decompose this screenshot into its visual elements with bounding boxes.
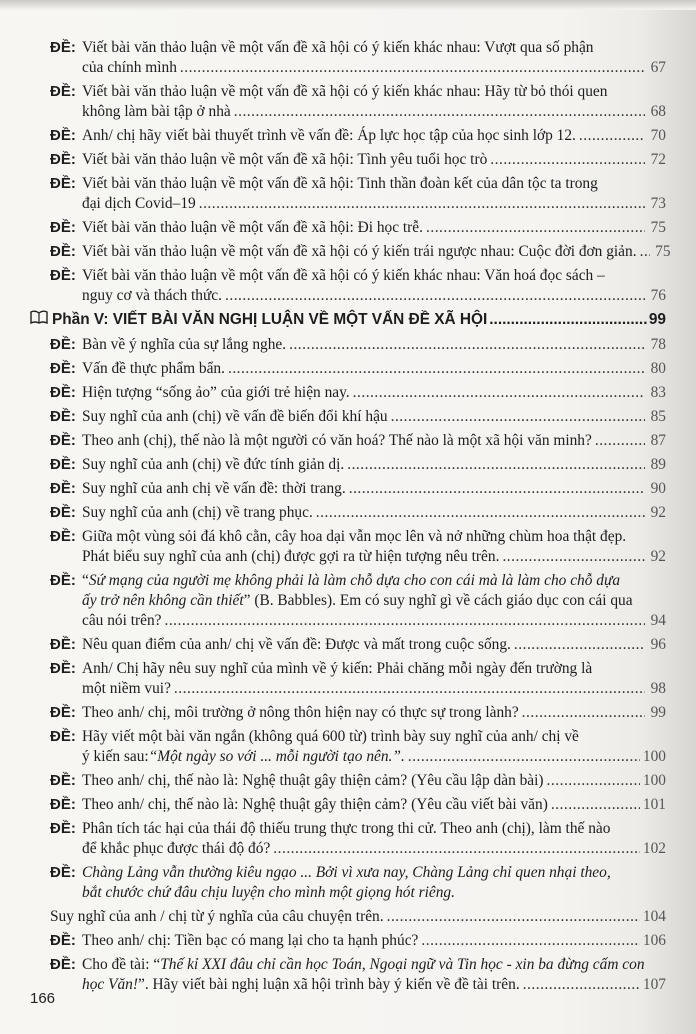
dot-leader	[347, 455, 645, 475]
toc-entry	[30, 863, 666, 903]
entry-body	[82, 150, 666, 170]
entry-page: 83	[650, 384, 666, 401]
entry-body	[82, 635, 666, 655]
dot-leader	[523, 975, 640, 995]
entry-label: ĐỀ:	[50, 432, 76, 449]
entry-label: ĐỀ:	[50, 127, 76, 144]
toc-entry	[30, 150, 666, 170]
entry-line	[82, 242, 671, 262]
entry-label: ĐỀ:	[50, 151, 76, 168]
toc-entry	[30, 955, 666, 995]
entry-line	[82, 795, 666, 815]
entry-page: 98	[650, 680, 666, 697]
entry-page: 72	[650, 151, 666, 168]
entry-line	[82, 727, 666, 747]
entry-body	[82, 266, 666, 306]
entry-label: ĐỀ:	[50, 772, 76, 789]
entry-body	[82, 955, 666, 995]
entry-line	[82, 659, 666, 679]
entry-page: 89	[650, 456, 666, 473]
entry-text: Theo anh (chị), thế nào là một người có văn hoá? Thế nào là một xã hội văn minh?	[82, 432, 592, 449]
entry-line	[82, 479, 666, 499]
entry-text: Giữa một vùng sỏi đá khô cằn, cây hoa dại vẫn mọc lên và nở những chùm hoa thật đẹp.	[82, 528, 627, 545]
dot-leader	[595, 431, 645, 451]
dot-leader	[349, 479, 645, 499]
dot-leader	[579, 126, 645, 146]
entry-body	[82, 931, 666, 951]
entry-text: Viết bài văn thảo luận về một vấn đề xã hội có ý kiến khác nhau: Hãy từ bỏ thói quen	[82, 83, 608, 100]
entry-page: 96	[650, 636, 666, 653]
toc-entry	[30, 571, 666, 631]
entry-label: ĐỀ:	[50, 384, 76, 401]
entry-body	[82, 571, 666, 631]
entry-line	[82, 611, 666, 631]
entry-line	[82, 931, 666, 951]
entry-text: Viết bài văn thảo luận về một vấn đề xã hội có ý kiến khác nhau: Vượt qua số phận	[82, 39, 594, 56]
toc-entry	[30, 931, 666, 951]
entry-text: Suy nghĩ của anh / chị từ ý nghĩa của câu chuyện trên.	[50, 908, 384, 925]
entry-page: 75	[650, 219, 666, 236]
entry-text: Theo anh/ chị, môi trường ở nông thôn hiện nay có thực sự trong lành?	[82, 704, 519, 721]
entry-text: Phân tích tác hại của thái độ thiếu trung thực trong thi cử. Theo anh (chị), làm thế nào	[82, 820, 611, 837]
entry-body	[82, 819, 666, 859]
entry-page: 106	[642, 932, 666, 949]
entry-line	[82, 455, 666, 475]
entry-page: 107	[642, 976, 666, 993]
dot-leader	[174, 679, 645, 699]
entry-page: 70	[650, 127, 666, 144]
entry-text: ấy trở nên không cần thiết	[82, 592, 244, 609]
dot-leader	[421, 931, 640, 951]
entry-label: ĐỀ:	[50, 932, 76, 949]
entry-text: “	[82, 572, 89, 589]
dot-leader	[199, 194, 645, 214]
toc-entry	[30, 479, 666, 499]
toc-entry	[30, 659, 666, 699]
dot-leader	[490, 150, 645, 170]
toc-entry	[30, 266, 666, 306]
entry-text: Vấn đề thực phẩm bẩn.	[82, 360, 225, 377]
entry-page: 85	[650, 408, 666, 425]
entry-text: Viết bài văn thảo luận về một vấn đề xã hội: Tình yêu tuổi học trò	[82, 151, 488, 168]
toc-entry	[30, 359, 666, 379]
dot-leader	[391, 407, 645, 427]
entry-line	[82, 839, 666, 859]
entry-text: đại dịch Covid–19	[82, 195, 196, 212]
entry-label: ĐỀ:	[50, 572, 76, 589]
entry-page: 80	[650, 360, 666, 377]
toc-entry	[30, 703, 666, 723]
entry-label: ĐỀ:	[50, 175, 76, 192]
entry-page: 76	[650, 287, 666, 304]
entry-text: để khắc phục được thái độ đó?	[82, 840, 271, 857]
entry-line	[82, 527, 666, 547]
entry-body	[82, 407, 666, 427]
entry-line	[82, 126, 666, 146]
entry-label: ĐỀ:	[50, 456, 76, 473]
entry-text: Theo anh/ chị: Tiền bạc có mang lại cho ta hạnh phúc?	[82, 932, 419, 949]
entry-text: Viết bài văn thảo luận về một vấn đề xã hội: Đi học trễ.	[82, 219, 423, 236]
entry-body	[82, 795, 666, 815]
section-heading	[30, 310, 666, 329]
entry-body	[82, 503, 666, 523]
entry-body	[82, 242, 671, 262]
dot-leader	[353, 383, 645, 403]
entry-text: Theo anh/ chị, thế nào là: Nghệ thuật gây thiện cảm? (Yêu cầu viết bài văn)	[82, 796, 548, 813]
entry-body	[82, 727, 666, 767]
entry-text: Viết bài văn thảo luận về một vấn đề xã hội có ý kiến trái ngược nhau: Cuộc đời đơn giản.	[82, 243, 637, 260]
entry-text: Suy nghĩ của anh (chị) về trang phục.	[82, 504, 313, 521]
entry-text: Theo anh/ chị, thế nào là: Nghệ thuật gây thiện cảm? (Yêu cầu lập dàn bài)	[82, 772, 544, 789]
toc-entry	[30, 819, 666, 859]
entry-text: bắt chước chứ đâu chịu luyện cho mình một giọng hót riêng.	[82, 884, 455, 901]
entry-body	[82, 335, 666, 355]
entry-body	[82, 771, 666, 791]
entry-text: Hãy viết một bài văn ngắn (không quá 600 từ) trình bày suy nghĩ của anh/ chị về	[82, 728, 579, 745]
entry-text: Thế kỉ XXI đâu chỉ cần học Toán, Ngoại ngữ và Tin học - xin ba đừng cấm con	[160, 956, 645, 973]
entry-line	[82, 218, 666, 238]
dot-leader	[228, 359, 645, 379]
entry-body	[82, 38, 666, 78]
entry-label: ĐỀ:	[50, 956, 76, 973]
toc-entry	[30, 383, 666, 403]
entry-page: 100	[642, 748, 666, 765]
toc-entry	[30, 82, 666, 122]
entry-line	[82, 58, 666, 78]
entry-line	[82, 955, 666, 975]
page-number: 166	[30, 990, 56, 1007]
entry-body	[82, 218, 666, 238]
entry-line	[82, 194, 666, 214]
entry-page: 90	[650, 480, 666, 497]
entry-page: 92	[650, 504, 666, 521]
entry-label: ĐỀ:	[50, 408, 76, 425]
toc-entry	[30, 174, 666, 214]
entry-label: ĐỀ:	[50, 336, 76, 353]
section-title: Phần V: VIẾT BÀI VĂN NGHỊ LUẬN VỀ MỘT VẤN ĐỀ XÃ HỘI	[52, 311, 488, 328]
toc-entry	[30, 38, 666, 78]
entry-line	[82, 286, 666, 306]
entry-text: Viết bài văn thảo luận về một vấn đề xã hội có ý kiến khác nhau: Văn hoá đọc sách –	[82, 267, 605, 284]
entry-label: ĐỀ:	[50, 219, 76, 236]
entry-page: 78	[650, 336, 666, 353]
dot-leader	[640, 242, 650, 262]
entry-line	[82, 102, 666, 122]
entry-text: Viết bài văn thảo luận về một vấn đề xã hội: Tinh thần đoàn kết của dân tộc ta trong	[82, 175, 598, 192]
entry-line	[82, 571, 666, 591]
dot-leader	[514, 635, 645, 655]
entry-line	[82, 703, 666, 723]
entry-line	[82, 975, 666, 995]
entry-label: ĐỀ:	[50, 796, 76, 813]
entry-label: ĐỀ:	[50, 704, 76, 721]
dot-leader	[547, 771, 640, 791]
entry-line	[82, 591, 666, 611]
entry-text: ý kiến sau:	[82, 748, 149, 765]
toc-entry	[30, 727, 666, 767]
toc-entry	[30, 503, 666, 523]
entry-line	[82, 335, 666, 355]
entry-text: Phát biểu suy nghĩ của anh (chị) được gợi ra từ hiện tượng nêu trên.	[82, 548, 500, 565]
entry-page: 73	[650, 195, 666, 212]
table-of-contents	[30, 38, 671, 999]
entry-page: 94	[650, 612, 666, 629]
page-shadow	[0, 0, 696, 10]
entry-page: 99	[650, 704, 666, 721]
entry-line	[82, 771, 666, 791]
dot-leader	[289, 335, 645, 355]
dot-leader	[387, 907, 640, 927]
entry-label: ĐỀ:	[50, 728, 76, 745]
entry-body	[82, 455, 666, 475]
entry-body	[82, 359, 666, 379]
entry-label: ĐỀ:	[50, 480, 76, 497]
entry-line	[82, 431, 666, 451]
entry-line	[82, 383, 666, 403]
dot-leader	[522, 703, 645, 723]
entry-line	[82, 547, 666, 567]
entry-line	[82, 174, 666, 194]
dot-leader	[489, 311, 647, 329]
toc-entry	[30, 771, 666, 791]
entry-body	[82, 703, 666, 723]
entry-text: ”. Hãy viết bài nghị luận xã hội trình bày ý kiến về đề tài trên.	[138, 976, 520, 993]
entry-line	[82, 679, 666, 699]
open-book-icon	[30, 310, 52, 329]
entry-page: 87	[650, 432, 666, 449]
entry-line	[50, 907, 666, 927]
entry-page: 67	[650, 59, 666, 76]
entry-page: 100	[642, 772, 666, 789]
entry-label: ĐỀ:	[50, 267, 76, 284]
entry-text: câu nói trên?	[82, 612, 162, 629]
entry-text: Nêu quan điểm của anh/ chị về vấn đề: Được và mất trong cuộc sống.	[82, 636, 511, 653]
entry-body	[82, 659, 666, 699]
toc-plain-entry	[30, 907, 666, 927]
entry-body	[82, 383, 666, 403]
toc-entry	[30, 455, 666, 475]
entry-page: 68	[650, 103, 666, 120]
entry-text: Anh/ Chị hãy nêu suy nghĩ của mình về ý kiến: Phải chăng mỗi ngày đến trường là	[82, 660, 593, 677]
entry-body	[50, 907, 666, 927]
entry-line	[82, 266, 666, 286]
entry-line	[82, 38, 666, 58]
entry-body	[82, 863, 666, 903]
section-page: 99	[648, 311, 666, 328]
entry-page: 102	[642, 840, 666, 857]
entry-text: Bàn về ý nghĩa của sự lắng nghe.	[82, 336, 287, 353]
entry-body	[82, 479, 666, 499]
entry-page: 101	[642, 796, 666, 813]
entry-text: ” (B. Babbles). Em có suy nghĩ gì về cách giáo dục con cái qua	[243, 592, 633, 609]
dot-leader	[273, 839, 640, 859]
entry-text: Suy nghĩ của anh (chị) về đức tính giản dị.	[82, 456, 345, 473]
entry-text: Anh/ chị hãy viết bài thuyết trình về vấn đề: Áp lực học tập của học sinh lớp 12.	[82, 127, 576, 144]
entry-body	[82, 82, 666, 122]
toc-entry	[30, 635, 666, 655]
entry-label: ĐỀ:	[50, 636, 76, 653]
entry-label: ĐỀ:	[50, 528, 76, 545]
entry-body	[82, 126, 666, 146]
entry-text: học Văn!	[82, 976, 138, 993]
dot-leader	[164, 611, 645, 631]
entry-body	[82, 431, 666, 451]
entry-line	[82, 150, 666, 170]
dot-leader	[408, 747, 640, 767]
entry-text: của chính mình	[82, 59, 177, 76]
toc-entry	[30, 126, 666, 146]
entry-line	[82, 503, 666, 523]
entry-text: nguy cơ và thách thức.	[82, 287, 222, 304]
entry-line	[82, 82, 666, 102]
entry-text: Chàng Lảng vẫn thường kiêu ngạo ... Bởi vì xưa nay, Chàng Lảng chỉ quen nhại theo,	[82, 864, 611, 881]
entry-page: 92	[650, 548, 666, 565]
entry-label: ĐỀ:	[50, 864, 76, 881]
dot-leader	[502, 547, 645, 567]
entry-line	[82, 635, 666, 655]
dot-leader	[316, 503, 645, 523]
entry-page: 104	[642, 908, 666, 925]
entry-line	[82, 747, 666, 767]
entry-text: Suy nghĩ của anh chị về vấn đề: thời trang.	[82, 480, 346, 497]
entry-label: ĐỀ:	[50, 243, 76, 260]
toc-entry	[30, 335, 666, 355]
entry-label: ĐỀ:	[50, 360, 76, 377]
entry-line	[82, 863, 666, 883]
toc-entry	[30, 527, 666, 567]
entry-text: một niềm vui?	[82, 680, 171, 697]
entry-text: Hiện tượng “sống ảo” của giới trẻ hiện nay.	[82, 384, 350, 401]
toc-entry	[30, 795, 666, 815]
entry-line	[82, 407, 666, 427]
dot-leader	[180, 58, 645, 78]
dot-leader	[234, 102, 645, 122]
entry-label: ĐỀ:	[50, 820, 76, 837]
entry-body	[82, 527, 666, 567]
entry-label: ĐỀ:	[50, 660, 76, 677]
dot-leader	[426, 218, 645, 238]
entry-text: Cho đề tài: “	[82, 956, 161, 973]
entry-text: không làm bài tập ở nhà	[82, 103, 231, 120]
entry-text: Sứ mạng của người mẹ không phải là làm chỗ dựa cho con cái mà là làm cho chỗ dựa	[88, 572, 621, 589]
dot-leader	[551, 795, 640, 815]
entry-line	[82, 883, 666, 903]
entry-label: ĐỀ:	[50, 83, 76, 100]
entry-line	[82, 359, 666, 379]
toc-entry	[30, 431, 666, 451]
entry-body	[82, 174, 666, 214]
dot-leader	[225, 286, 645, 306]
entry-line	[82, 819, 666, 839]
entry-page: 75	[655, 243, 671, 260]
toc-entry	[30, 407, 666, 427]
toc-entry	[30, 242, 671, 262]
entry-label: ĐỀ:	[50, 39, 76, 56]
entry-label: ĐỀ:	[50, 504, 76, 521]
toc-entry	[30, 218, 666, 238]
entry-text: “Một ngày so với ... mỗi người tạo nên.”.	[148, 748, 405, 765]
entry-text: Suy nghĩ của anh (chị) về vấn đề biến đổi khí hậu	[82, 408, 388, 425]
